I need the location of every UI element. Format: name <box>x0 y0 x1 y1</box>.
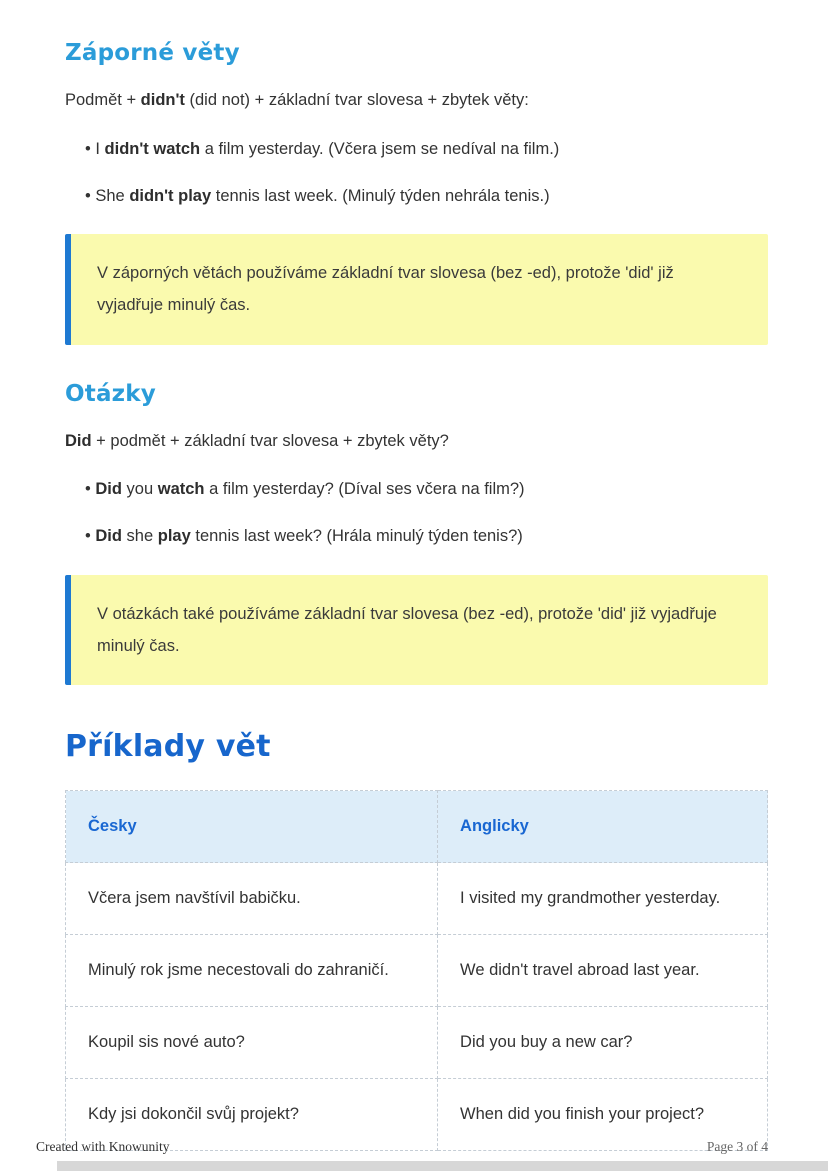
questions-section-heading: Otázky <box>65 380 156 407</box>
negative-example-1: • I didn't watch a film yesterday. (Včera jsem se nedíval na film.) <box>85 139 560 158</box>
table-cell-english: We didn't travel abroad last year. <box>438 935 768 1007</box>
negative-example-2: • She didn't play tennis last week. (Minulý týden nehrála tenis.) <box>85 186 550 205</box>
negative-note-text: V záporných větách používáme základní tvar slovesa (bez -ed), protože 'did' již vyjadřuje minulý čas. <box>97 264 674 315</box>
questions-note-callout <box>65 575 768 685</box>
table-row <box>66 863 768 935</box>
negative-note-callout <box>65 234 768 344</box>
questions-formula: Did + podmět + základní tvar slovesa + zbytek věty? <box>65 431 449 450</box>
section-questions <box>65 381 768 686</box>
section-negative-sentences <box>65 40 768 345</box>
footer-page-number: Page 3 of 4 <box>706 1139 768 1154</box>
questions-example-1: • Did you watch a film yesterday? (Díval ses včera na film?) <box>85 480 525 499</box>
table-cell-english: When did you finish your project? <box>438 1079 768 1151</box>
page-separator <box>57 1161 828 1171</box>
table-cell-czech: Minulý rok jsme necestovali do zahraničí. <box>66 935 438 1007</box>
footer-branding: Created with Knowunity <box>36 1139 170 1154</box>
table-cell-czech: Kdy jsi dokončil svůj projekt? <box>66 1079 438 1151</box>
table-cell-english: I visited my grandmother yesterday. <box>438 863 768 935</box>
table-row <box>66 935 768 1007</box>
examples-table <box>65 790 768 1151</box>
negative-section-heading: Záporné věty <box>65 40 240 66</box>
page-footer <box>36 1139 768 1155</box>
examples-heading: Příklady vět <box>65 729 271 765</box>
questions-note-text: V otázkách také používáme základní tvar slovesa (bez -ed), protože 'did' již vyjadřuje minulý čas. <box>97 604 717 656</box>
table-row <box>66 1007 768 1079</box>
questions-example-2: • Did she play tennis last week? (Hrála minulý týden tenis?) <box>85 527 523 546</box>
table-header-row <box>66 791 768 863</box>
table-cell-czech: Včera jsem navštívil babičku. <box>66 863 438 935</box>
table-cell-english: Did you buy a new car? <box>438 1007 768 1079</box>
table-cell-czech: Koupil sis nové auto? <box>66 1007 438 1079</box>
negative-formula: Podmět + didn't (did not) + základní tvar slovesa + zbytek věty: <box>65 91 529 109</box>
table-header-english: Anglicky <box>438 791 768 863</box>
table-header-czech: Česky <box>66 791 438 863</box>
section-example-sentences <box>65 729 768 1171</box>
